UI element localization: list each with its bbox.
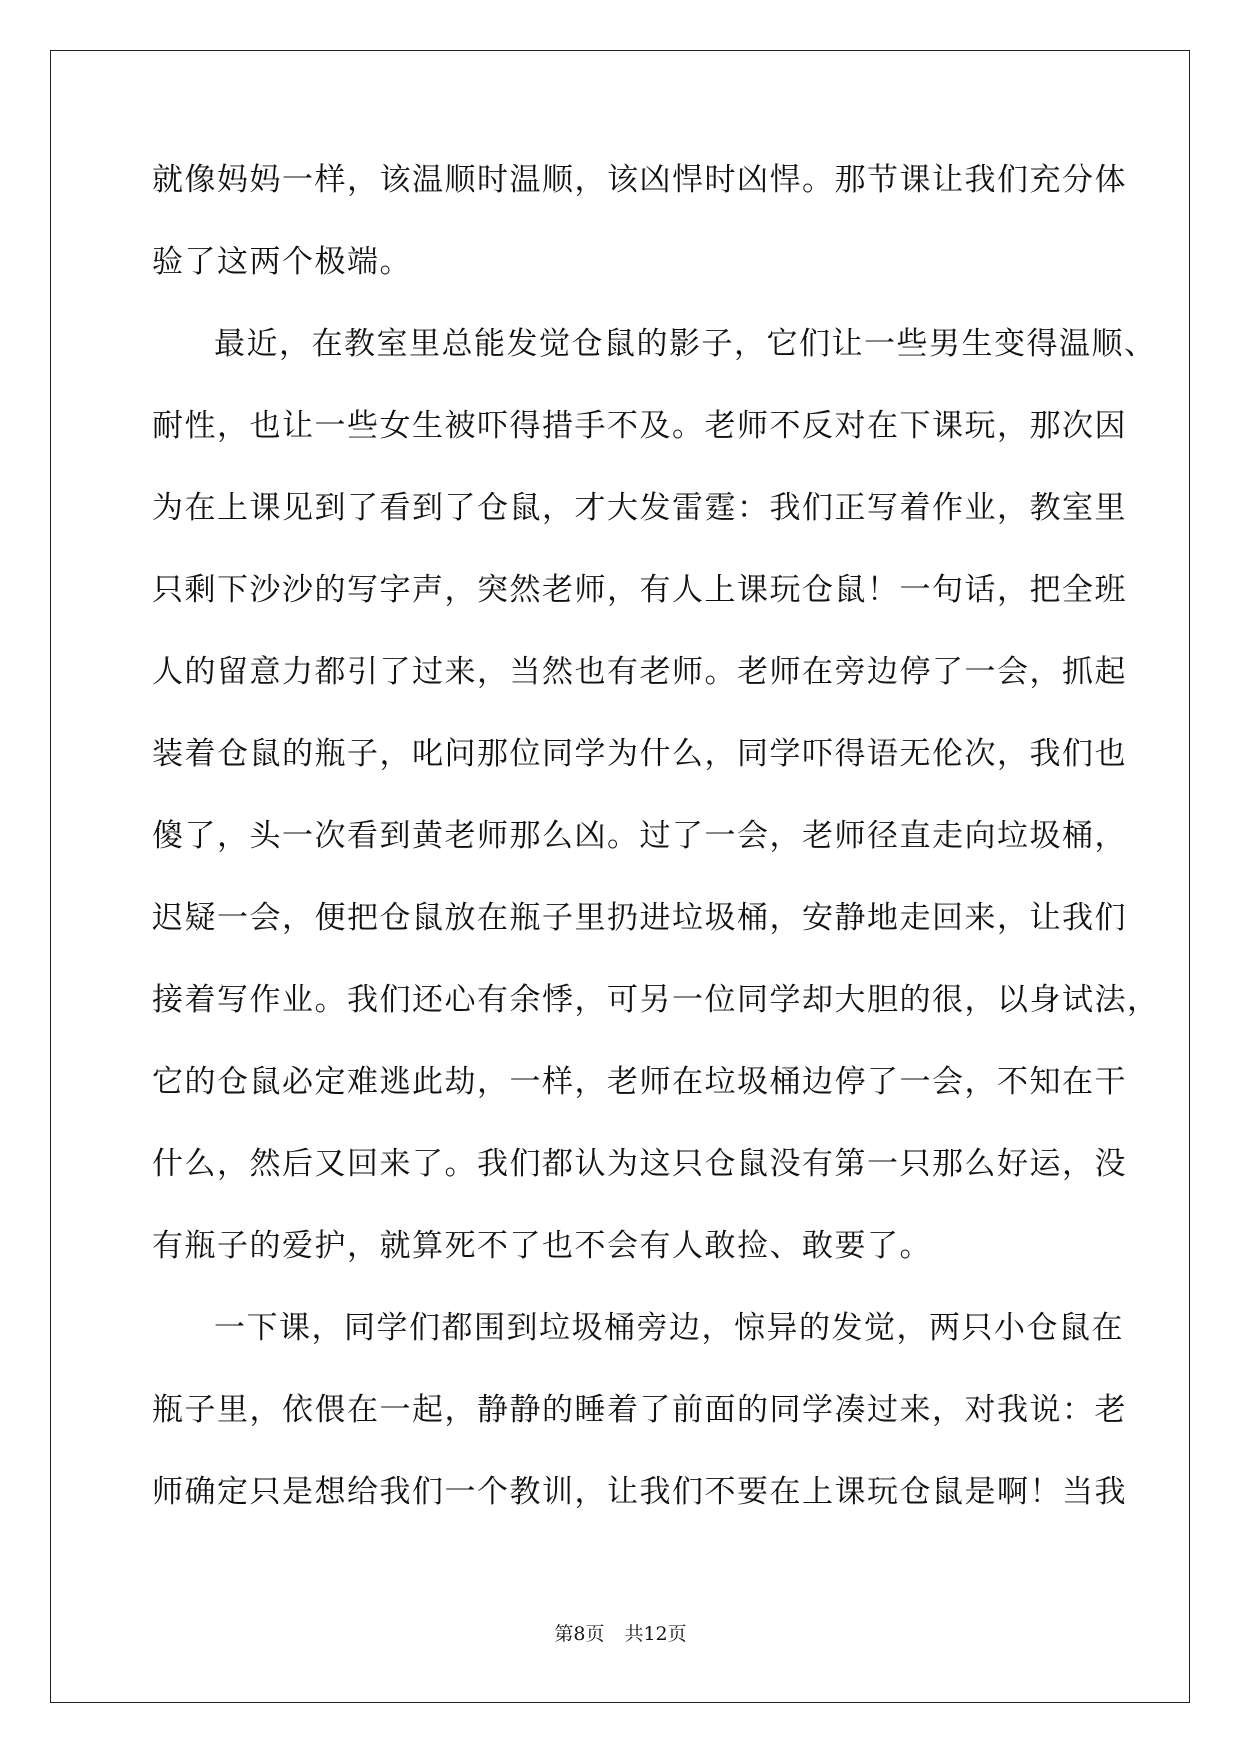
text-line: 它的仓鼠必定难逃此劫，一样，老师在垃圾桶边停了一会，不知在干 bbox=[152, 1064, 1127, 1100]
text-line: 最近，在教室里总能发觉仓鼠的影子，它们让一些男生变得温顺、 bbox=[214, 326, 1157, 362]
text-line: 就像妈妈一样，该温顺时温顺，该凶悍时凶悍。那节课让我们充分体 bbox=[152, 162, 1127, 198]
text-line: 傻了，头一次看到黄老师那么凶。过了一会，老师径直走向垃圾桶， bbox=[152, 818, 1127, 854]
text-line: 装着仓鼠的瓶子，叱问那位同学为什么，同学吓得语无伦次，我们也 bbox=[152, 736, 1127, 772]
document-body bbox=[152, 160, 1160, 1554]
text-line: 耐性，也让一些女生被吓得措手不及。老师不反对在下课玩，那次因 bbox=[152, 408, 1127, 444]
text-line: 验了这两个极端。 bbox=[152, 244, 412, 280]
text-line: 接着写作业。我们还心有余悸，可另一位同学却大胆的很，以身试法， bbox=[152, 982, 1160, 1018]
text-line: 迟疑一会，便把仓鼠放在瓶子里扔进垃圾桶，安静地走回来，让我们 bbox=[152, 900, 1127, 936]
text-line: 瓶子里，依偎在一起，静静的睡着了前面的同学凑过来，对我说：老 bbox=[152, 1392, 1127, 1428]
text-line: 有瓶子的爱护，就算死不了也不会有人敢捡、敢要了。 bbox=[152, 1228, 932, 1264]
page-total: 共12页 bbox=[624, 1623, 687, 1645]
text-line: 只剩下沙沙的写字声，突然老师，有人上课玩仓鼠！一句话，把全班 bbox=[152, 572, 1127, 608]
text-line: 一下课，同学们都围到垃圾桶旁边，惊异的发觉，两只小仓鼠在 bbox=[214, 1310, 1124, 1346]
text-line: 师确定只是想给我们一个教训，让我们不要在上课玩仓鼠是啊！当我 bbox=[152, 1474, 1127, 1510]
text-line: 为在上课见到了看到了仓鼠，才大发雷霆：我们正写着作业，教室里 bbox=[152, 490, 1127, 526]
page-footer bbox=[0, 1619, 1241, 1646]
text-line: 什么，然后又回来了。我们都认为这只仓鼠没有第一只那么好运，没 bbox=[152, 1146, 1127, 1182]
text-line: 人的留意力都引了过来，当然也有老师。老师在旁边停了一会，抓起 bbox=[152, 654, 1127, 690]
page-number: 第8页 bbox=[554, 1623, 605, 1645]
